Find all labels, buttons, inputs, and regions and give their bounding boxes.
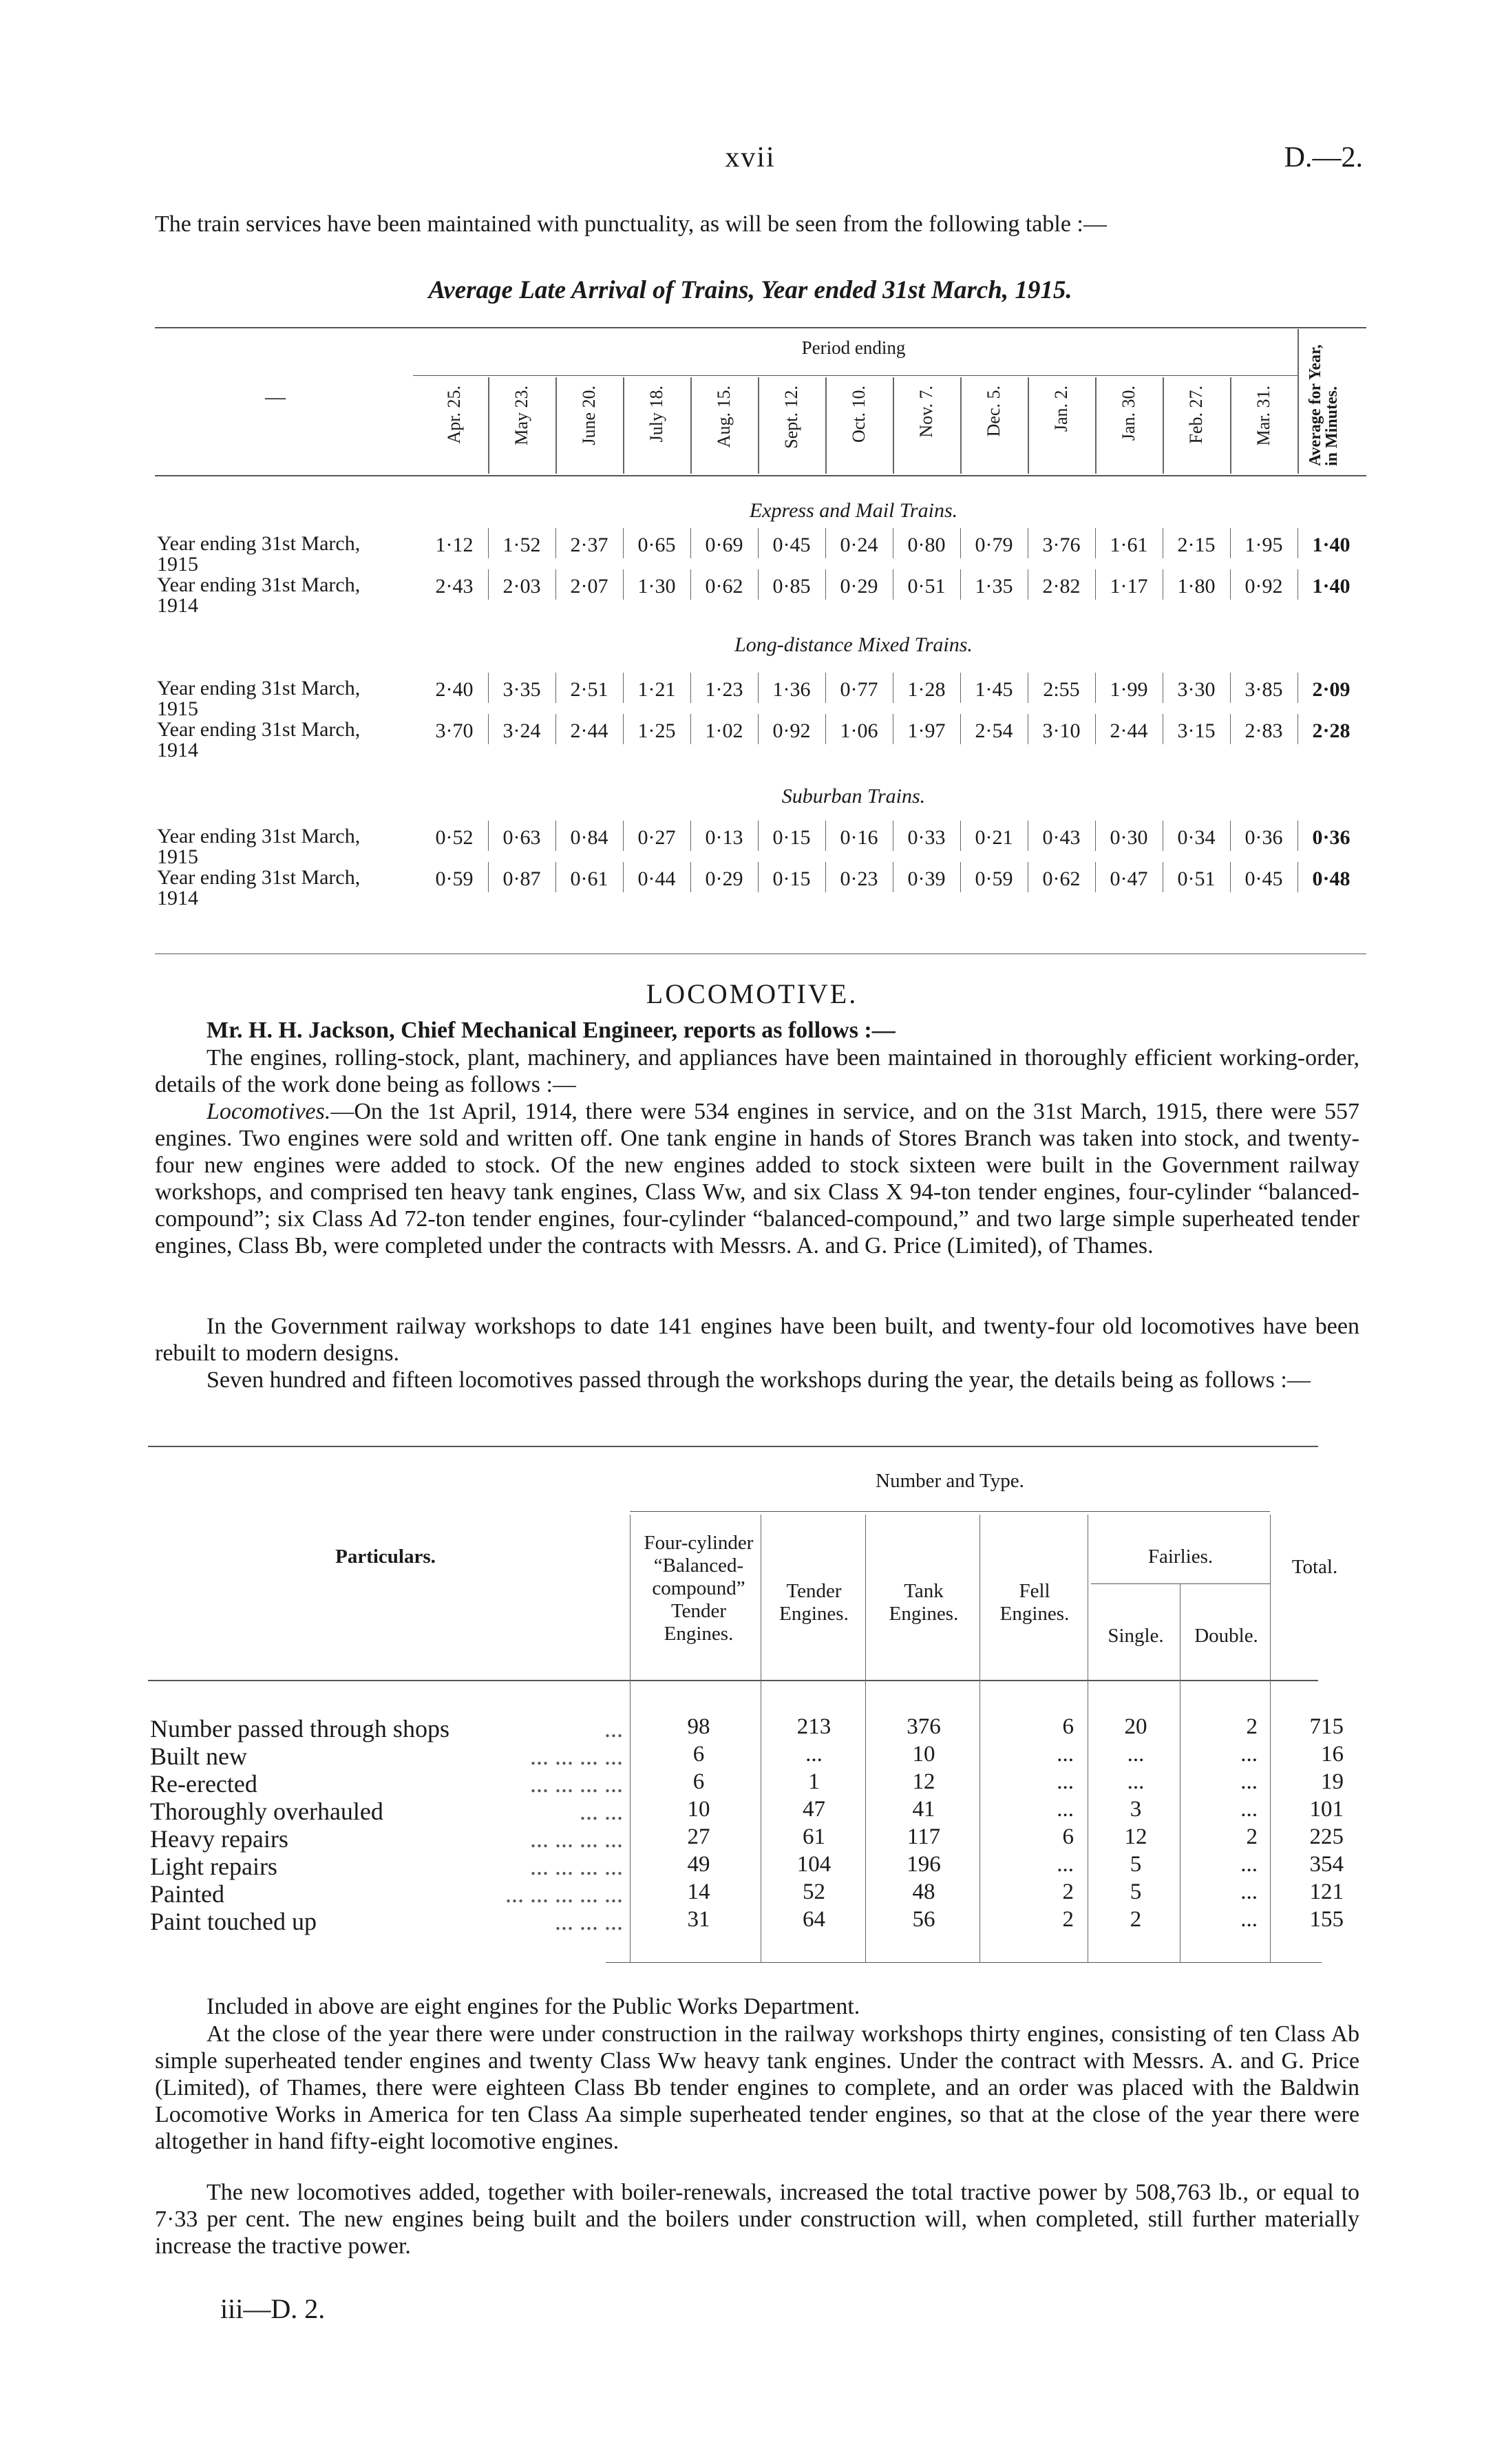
average-cell: 1·40 [1312, 534, 1351, 556]
table2-cell: 5 [1130, 1879, 1142, 1904]
table-cell: 0·23 [840, 867, 878, 890]
table-cell: 3·24 [502, 719, 541, 742]
table2-row-label: Light repairs [150, 1853, 277, 1880]
table-cell: 3·85 [1244, 678, 1283, 701]
period-column-label: Aug. 15. [714, 386, 734, 448]
average-cell: 0·48 [1312, 867, 1351, 890]
table2-cell: 98 [687, 1714, 710, 1739]
para-locomotives [155, 1098, 1359, 1259]
table2-cell: 117 [907, 1824, 941, 1849]
para-construction: At the close of the year there were under construction in the railway workshops thirty engines, consisting of ten Class Ab simple superheated tender engines and twenty Class Ww heavy tank engines. Under the contract with Messrs. A. and G. Price (Limited), of Thames, there were eighteen Class Bb tender engines to complete, and an order was placed with the Baldwin Locomotive Works in America for ten Class Aa simple superheated tender engines, so that at the close of the year there were altogether in hand fifty-eight locomotive engines. [155, 2021, 1359, 2154]
period-column-header [579, 386, 600, 445]
table-cell: 0·45 [1244, 867, 1283, 890]
para-maintenance: The engines, rolling-stock, plant, machinery, and appliances have been maintained in thoroughly efficient working-order, details of the work done being as follows :— [155, 1045, 1359, 1097]
period-column-header [1051, 386, 1072, 432]
table2-cell: 121 [1309, 1879, 1344, 1904]
table2-cell: ... [1127, 1742, 1145, 1767]
table-cell: 0·92 [772, 719, 811, 742]
period-column-header [646, 386, 667, 442]
period-column-label: Feb. 27. [1186, 386, 1206, 444]
table2-cell: 10 [687, 1797, 710, 1822]
table-cell: 0·27 [637, 826, 676, 849]
table-cell: 2·44 [1110, 719, 1148, 742]
total-header: Total. [1291, 1556, 1338, 1578]
section-title: Suburban Trains. [781, 785, 926, 808]
table-cell: 0·29 [840, 575, 878, 598]
table-cell: 0·52 [435, 826, 474, 849]
period-column-header [849, 386, 869, 443]
period-column-label: Oct. 10. [849, 386, 869, 443]
table2-cell: 376 [907, 1714, 941, 1739]
table2-cell: 14 [687, 1879, 710, 1904]
table2-cell: 6 [1062, 1824, 1074, 1849]
table-cell: 1·12 [435, 534, 474, 556]
table2-cell: 41 [912, 1797, 935, 1822]
table2-cell: ... [1240, 1797, 1258, 1822]
table2-cell: ... [1240, 1769, 1258, 1794]
table2-row-label: Built new [150, 1742, 247, 1770]
table2-cell: 56 [912, 1907, 935, 1932]
table-cell: 1·21 [637, 678, 676, 701]
period-column-label: Sept. 12. [781, 386, 801, 449]
tender-header: Tender Engines. [779, 1580, 849, 1625]
signature-reference: iii—D. 2. [220, 2293, 326, 2324]
table2-cell: ... [1240, 1742, 1258, 1767]
report-intro-text: Mr. H. H. Jackson, Chief Mechanical Engineer, reports as follows :— [206, 1018, 896, 1043]
table2-row-label: Number passed through shops [150, 1715, 449, 1742]
table-row-label: Year ending 31st March, 1915 [157, 825, 361, 868]
table2-cell: ... [1057, 1742, 1074, 1767]
table-cell: 0·63 [502, 826, 541, 849]
table-cell: 0·34 [1177, 826, 1216, 849]
table2-cell: 2 [1246, 1714, 1258, 1739]
table-cell: 3·30 [1177, 678, 1216, 701]
table2-cell: 2 [1246, 1824, 1258, 1849]
table2-cell: 5 [1130, 1852, 1142, 1877]
table-cell: 0·80 [907, 534, 946, 556]
table-cell: 0·15 [772, 867, 811, 890]
table2-cell: 2 [1130, 1907, 1142, 1932]
table-cell: 1·61 [1110, 534, 1148, 556]
table2-cell: 16 [1321, 1742, 1344, 1767]
table-cell: 1·52 [502, 534, 541, 556]
table2-cell: 354 [1309, 1852, 1344, 1877]
table-cell: 2·82 [1042, 575, 1081, 598]
average-cell: 0·36 [1312, 826, 1351, 849]
fairlies-header: Fairlies. [1147, 1546, 1214, 1568]
table2-cell: 6 [692, 1742, 705, 1767]
table2-row-label: Paint touched up [150, 1908, 317, 1935]
table-cell: 1·99 [1110, 678, 1148, 701]
table2-row-leader: ... ... ... [555, 1908, 623, 1935]
table-cell: 0·30 [1110, 826, 1148, 849]
table-cell: 1·17 [1110, 575, 1148, 598]
table2-cell: 2 [1062, 1907, 1074, 1932]
table-cell: 0·24 [840, 534, 878, 556]
particulars-heading: Particulars. [335, 1546, 436, 1568]
period-column-header [781, 386, 802, 449]
table-cell: 3·76 [1042, 534, 1081, 556]
report-intro [206, 1017, 1363, 1044]
table2-cell: 12 [1124, 1824, 1147, 1849]
period-ending-heading: Period ending [801, 337, 906, 358]
table2-cell: 225 [1309, 1824, 1344, 1849]
table2-cell: 196 [907, 1852, 941, 1877]
table-cell: 1·23 [705, 678, 743, 701]
period-column-header [511, 386, 532, 445]
table-cell: 0·62 [705, 575, 743, 598]
table-cell: 2·07 [570, 575, 608, 598]
table-cell: 1·30 [637, 575, 676, 598]
period-column-label: Jan. 2. [1051, 386, 1071, 432]
table-cell: 0·33 [907, 826, 946, 849]
table-cell: 2·40 [435, 678, 474, 701]
table2-cell: 64 [803, 1907, 825, 1932]
table-cell: 2·43 [435, 575, 474, 598]
table-cell: 1·25 [637, 719, 676, 742]
table-cell: 3·15 [1177, 719, 1216, 742]
table-cell: 0·51 [1177, 867, 1216, 890]
table-cell: 2·37 [570, 534, 608, 556]
table-cell: 0·51 [907, 575, 946, 598]
table2-cell: ... [1240, 1907, 1258, 1932]
table-row-label: Year ending 31st March, 1915 [157, 677, 361, 720]
table2-cell: 2 [1062, 1879, 1074, 1904]
table-row-label: Year ending 31st March, 1915 [157, 532, 361, 576]
table2-cell: 715 [1309, 1714, 1344, 1739]
period-column-header [1186, 386, 1207, 444]
table2-cell: 49 [687, 1852, 710, 1877]
table2-cell: ... [1057, 1852, 1074, 1877]
table-row-label: Year ending 31st March, 1914 [157, 866, 361, 909]
table2-cell: 48 [912, 1879, 935, 1904]
double-header: Double. [1194, 1625, 1258, 1647]
table2-cell: 1 [808, 1769, 820, 1794]
table-cell: 3·70 [435, 719, 474, 742]
table2-cell: 6 [1062, 1714, 1074, 1739]
table-cell: 0·36 [1244, 826, 1283, 849]
table2-cell: 12 [912, 1769, 935, 1794]
section-title: Express and Mail Trains. [749, 499, 958, 522]
average-column-label: Average for Year, in Minutes. [1306, 344, 1341, 466]
table-cell: 1·02 [705, 719, 743, 742]
table1-title: Average Late Arrival of Trains, Year ended 31st March, 1915. [428, 276, 1072, 304]
period-column-label: Mar. 31. [1253, 386, 1273, 446]
intro-paragraph: The train services have been maintained with punctuality, as will be seen from the following table :— [155, 211, 1107, 237]
para-locomotives-text: —On the 1st April, 1914, there were 534 engines in service, and on the 31st March, 1915, there were 557 engines. Two engines were sold and written off. One tank engine in hands of Stores Branch was taken into stock, and twenty-four new engines were added to stock. Of the new engines added to stock sixteen were built in the Government railway workshops, and comprised ten heavy tank engines, Class Ww, and six Class X 94-ton tender engines, four-cylinder “balanced-compound”; six Class Ad 72-ton tender engines, four-cylinder “balanced-compound,” and two large simple superheated tender engines, Class Bb, were completed under the contracts with Messrs. A. and G. Price (Limited), of Thames. [155, 1099, 1359, 1259]
table2-cell: ... [805, 1742, 823, 1767]
para-public-works: Included in above are eight engines for the Public Works Department. [206, 1994, 860, 2019]
table-cell: 1·35 [975, 575, 1013, 598]
table-cell: 0·61 [570, 867, 608, 890]
table-cell: 0·44 [637, 867, 676, 890]
para-built: In the Government railway workshops to date 141 engines have been built, and twenty-four old locomotives have been rebuilt to modern designs. [155, 1314, 1359, 1366]
table-cell: 0·59 [435, 867, 474, 890]
table-cell: 2·15 [1177, 534, 1216, 556]
period-column-label: Jan. 30. [1119, 386, 1138, 441]
table-cell: 1·45 [975, 678, 1013, 701]
table2-cell: 47 [803, 1797, 825, 1822]
table2-row-leader: ... ... [580, 1798, 623, 1825]
table-cell: 0·84 [570, 826, 608, 849]
average-cell: 1·40 [1312, 575, 1351, 598]
page-number: xvii [725, 142, 776, 173]
period-column-header [714, 386, 734, 447]
section-title: Long-distance Mixed Trains. [734, 633, 973, 656]
table-cell: 0·62 [1042, 867, 1081, 890]
table2-cell: ... [1240, 1852, 1258, 1877]
table-cell: 0·69 [705, 534, 743, 556]
para-locomotives-lead: Locomotives. [206, 1099, 331, 1124]
row-label-header-dash: — [265, 386, 286, 408]
table2-cell: 213 [796, 1714, 832, 1739]
table2-row-label: Re-erected [150, 1770, 257, 1798]
table-cell: 1·95 [1244, 534, 1283, 556]
table-cell: 0·59 [975, 867, 1013, 890]
table2-row-leader: ... ... ... ... [530, 1742, 623, 1770]
table2-cell: ... [1240, 1879, 1258, 1904]
average-column-header [1307, 335, 1355, 466]
para-workshops: Seven hundred and fifteen locomotives passed through the workshops during the year, the details being as follows :— [206, 1367, 1311, 1393]
table-cell: 0·15 [772, 826, 811, 849]
table2-row-leader: ... ... ... ... [530, 1770, 623, 1798]
table-cell: 0·43 [1042, 826, 1081, 849]
period-column-label: May 23. [511, 386, 531, 445]
four-cylinder-header: Four-cylinder “Balanced-compound” Tender Engines. [644, 1532, 754, 1645]
document-reference: D.—2. [1284, 142, 1363, 173]
table2-cell: 20 [1124, 1714, 1147, 1739]
period-column-label: Dec. 5. [984, 386, 1004, 437]
table-cell: 2·44 [570, 719, 608, 742]
table-cell: 1·36 [772, 678, 811, 701]
table-cell: 3·35 [502, 678, 541, 701]
table2-cell: 3 [1130, 1797, 1142, 1822]
table-cell: 0·47 [1110, 867, 1148, 890]
table-row-label: Year ending 31st March, 1914 [157, 573, 361, 617]
period-column-header [1253, 386, 1274, 445]
table2-cell: 155 [1309, 1907, 1344, 1932]
table-cell: 1·80 [1177, 575, 1216, 598]
single-header: Single. [1108, 1625, 1164, 1647]
table-cell: 0·92 [1244, 575, 1283, 598]
tank-header: Tank Engines. [889, 1580, 959, 1625]
table2-row-label: Painted [150, 1880, 224, 1908]
table-cell: 0·79 [975, 534, 1013, 556]
table2-row-label: Thoroughly overhauled [150, 1798, 383, 1825]
period-column-header [916, 386, 937, 438]
table2-cell: 104 [796, 1852, 832, 1877]
table2-cell: 31 [687, 1907, 710, 1932]
para-tractive-power: The new locomotives added, together with boiler-renewals, increased the total tractive power by 508,763 lb., or equal to 7·33 per cent. The new engines being built and the boilers under construction will, when completed, still further materially increase the tractive power. [155, 2180, 1359, 2259]
table-cell: 0·45 [772, 534, 811, 556]
table2-row-leader: ... [604, 1715, 623, 1742]
table2-row-leader: ... ... ... ... [530, 1853, 623, 1880]
table2-cell: ... [1057, 1769, 1074, 1794]
locomotive-heading: LOCOMOTIVE. [646, 978, 858, 1009]
table2-row-label: Heavy repairs [150, 1825, 288, 1853]
average-cell: 2·09 [1312, 678, 1351, 701]
period-column-header [444, 386, 465, 444]
table2-cell: 27 [687, 1824, 710, 1849]
average-cell: 2·28 [1312, 719, 1351, 742]
fell-header: Fell Engines. [999, 1580, 1070, 1625]
table2-row-leader: ... ... ... ... ... [505, 1880, 623, 1908]
table-cell: 0·85 [772, 575, 811, 598]
table-cell: 2·83 [1244, 719, 1283, 742]
period-column-header [1119, 386, 1139, 441]
period-column-header [984, 386, 1004, 436]
table2-cell: ... [1127, 1769, 1145, 1794]
table-cell: 0·16 [840, 826, 878, 849]
table-row-label: Year ending 31st March, 1914 [157, 718, 361, 761]
number-type-heading: Number and Type. [876, 1470, 1024, 1492]
table2-cell: 19 [1321, 1769, 1344, 1794]
table2-cell: ... [1057, 1797, 1074, 1822]
table-cell: 1·97 [907, 719, 946, 742]
table-cell: 0·29 [705, 867, 743, 890]
table2-row-leader: ... ... ... ... [530, 1825, 623, 1853]
table-cell: 0·77 [840, 678, 878, 701]
period-column-label: Apr. 25. [444, 386, 464, 444]
period-column-label: June 20. [579, 386, 599, 445]
table2-cell: 52 [803, 1879, 825, 1904]
table-cell: 1·06 [840, 719, 878, 742]
period-column-label: Nov. 7. [916, 386, 936, 438]
table-cell: 1·28 [907, 678, 946, 701]
table2-cell: 101 [1309, 1797, 1344, 1822]
table-cell: 2·51 [570, 678, 608, 701]
table2-cell: 10 [912, 1742, 935, 1767]
period-column-label: July 18. [646, 386, 666, 443]
table2-cell: 6 [692, 1769, 705, 1794]
table2-cell: 61 [803, 1824, 825, 1849]
table-cell: 0·21 [975, 826, 1013, 849]
table-cell: 2:55 [1043, 678, 1080, 701]
table-cell: 0·13 [705, 826, 743, 849]
table-cell: 0·39 [907, 867, 946, 890]
table-cell: 0·87 [502, 867, 541, 890]
table-cell: 2·54 [975, 719, 1013, 742]
table-cell: 0·65 [637, 534, 676, 556]
table-cell: 2·03 [502, 575, 541, 598]
table-cell: 3·10 [1042, 719, 1081, 742]
